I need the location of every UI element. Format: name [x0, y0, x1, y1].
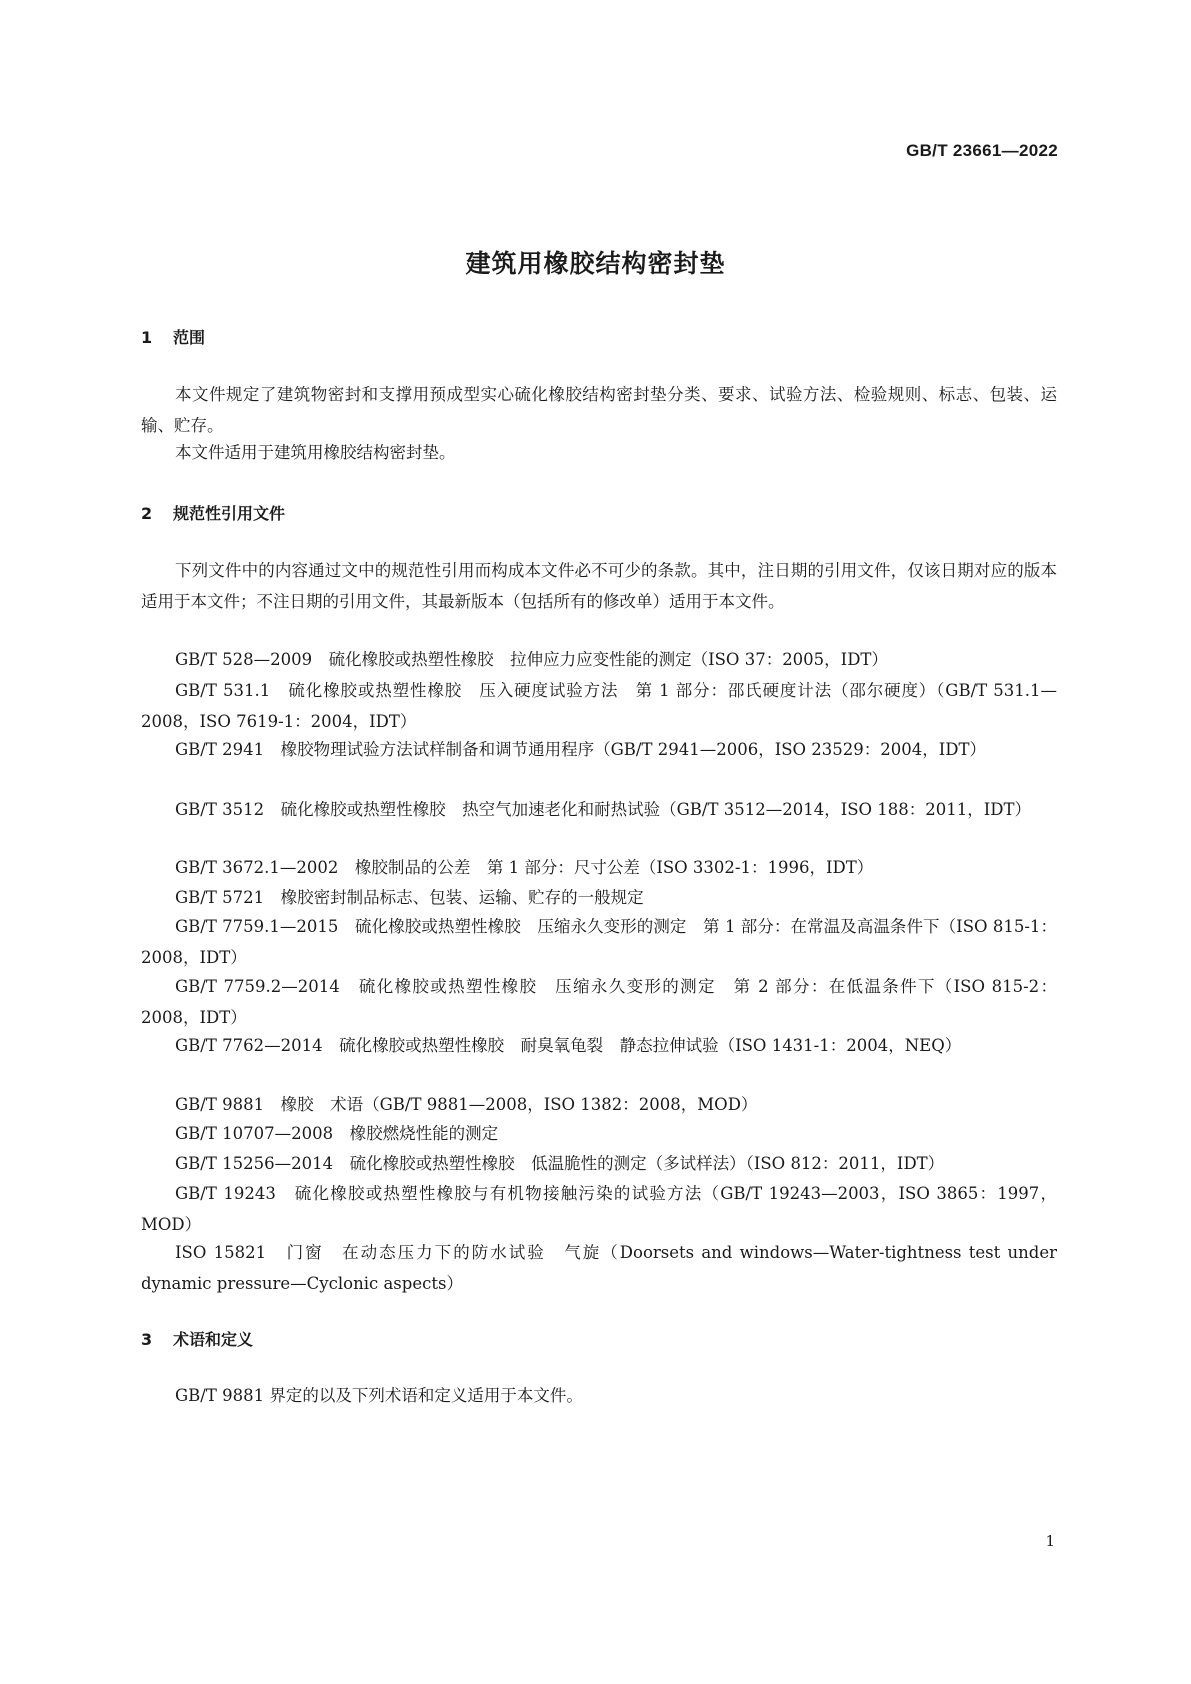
section-title: 术语和定义 — [173, 1330, 254, 1349]
section-3-paragraph-1: GB/T 9881 界定的以及下列术语和定义适用于本文件。 — [175, 1386, 583, 1405]
section-number: 3 — [141, 1330, 153, 1349]
document-title: 建筑用橡胶结构密封垫 — [465, 249, 726, 278]
reference-item: GB/T 19243 硫化橡胶或热塑性橡胶与有机物接触污染的试验方法（GB/T 19243—2003，ISO 3865：1997，MOD） — [141, 1184, 1057, 1234]
section-2-heading — [141, 501, 285, 524]
standard-number: GB/T 23661—2022 — [906, 141, 1058, 160]
section-2-intro: 下列文件中的内容通过文中的规范性引用而构成本文件必不可少的条款。其中，注日期的引用文件，仅该日期对应的版本适用于本文件；不注日期的引用文件，其最新版本（包括所有的修改单）适用于本文件。 — [141, 561, 1057, 611]
reference-item: GB/T 10707—2008 橡胶燃烧性能的测定 — [175, 1124, 499, 1143]
section-3-heading — [141, 1327, 253, 1350]
reference-item: ISO 15821 门窗 在动态压力下的防水试验 气旋（Doorsets and windows—Water-tightness test under dynamic pressure—Cyclonic aspects） — [141, 1243, 1057, 1293]
section-title: 规范性引用文件 — [173, 504, 286, 523]
reference-item: GB/T 5721 橡胶密封制品标志、包装、运输、贮存的一般规定 — [175, 888, 644, 907]
reference-item: GB/T 7762—2014 硫化橡胶或热塑性橡胶 耐臭氧龟裂 静态拉伸试验（ISO 1431-1：2004，NEQ） — [175, 1036, 962, 1055]
section-number: 1 — [141, 328, 153, 347]
reference-item: GB/T 7759.1—2015 硫化橡胶或热塑性橡胶 压缩永久变形的测定 第 1 部分：在常温及高温条件下（ISO 815-1：2008，IDT） — [141, 917, 1057, 967]
page-number: 1 — [1045, 1532, 1055, 1550]
section-1-heading — [141, 325, 205, 348]
reference-item: GB/T 531.1 硫化橡胶或热塑性橡胶 压入硬度试验方法 第 1 部分：邵氏硬度计法（邵尔硬度）（GB/T 531.1—2008，ISO 7619-1：2004，IDT） — [141, 681, 1057, 731]
reference-item: GB/T 9881 橡胶 术语（GB/T 9881—2008，ISO 1382：2008，MOD） — [175, 1095, 758, 1114]
reference-item: GB/T 3512 硫化橡胶或热塑性橡胶 热空气加速老化和耐热试验（GB/T 3512—2014，ISO 188：2011，IDT） — [175, 800, 1032, 819]
reference-item: GB/T 15256—2014 硫化橡胶或热塑性橡胶 低温脆性的测定（多试样法）（ISO 812：2011，IDT） — [175, 1154, 945, 1173]
section-title: 范围 — [173, 328, 206, 347]
reference-item: GB/T 3672.1—2002 橡胶制品的公差 第 1 部分：尺寸公差（ISO 3302-1：1996，IDT） — [175, 858, 874, 877]
reference-item: GB/T 528—2009 硫化橡胶或热塑性橡胶 拉伸应力应变性能的测定（ISO 37：2005，IDT） — [175, 650, 888, 669]
section-number: 2 — [141, 504, 153, 523]
section-1-paragraph-2: 本文件适用于建筑用橡胶结构密封垫。 — [175, 443, 456, 462]
reference-item: GB/T 7759.2—2014 硫化橡胶或热塑性橡胶 压缩永久变形的测定 第 2 部分：在低温条件下（ISO 815-2：2008，IDT） — [141, 977, 1057, 1027]
reference-item: GB/T 2941 橡胶物理试验方法试样制备和调节通用程序（GB/T 2941—2006，ISO 23529：2004，IDT） — [175, 740, 987, 759]
section-1-paragraph-1: 本文件规定了建筑物密封和支撑用预成型实心硫化橡胶结构密封垫分类、要求、试验方法、检验规则、标志、包装、运输、贮存。 — [141, 385, 1057, 435]
